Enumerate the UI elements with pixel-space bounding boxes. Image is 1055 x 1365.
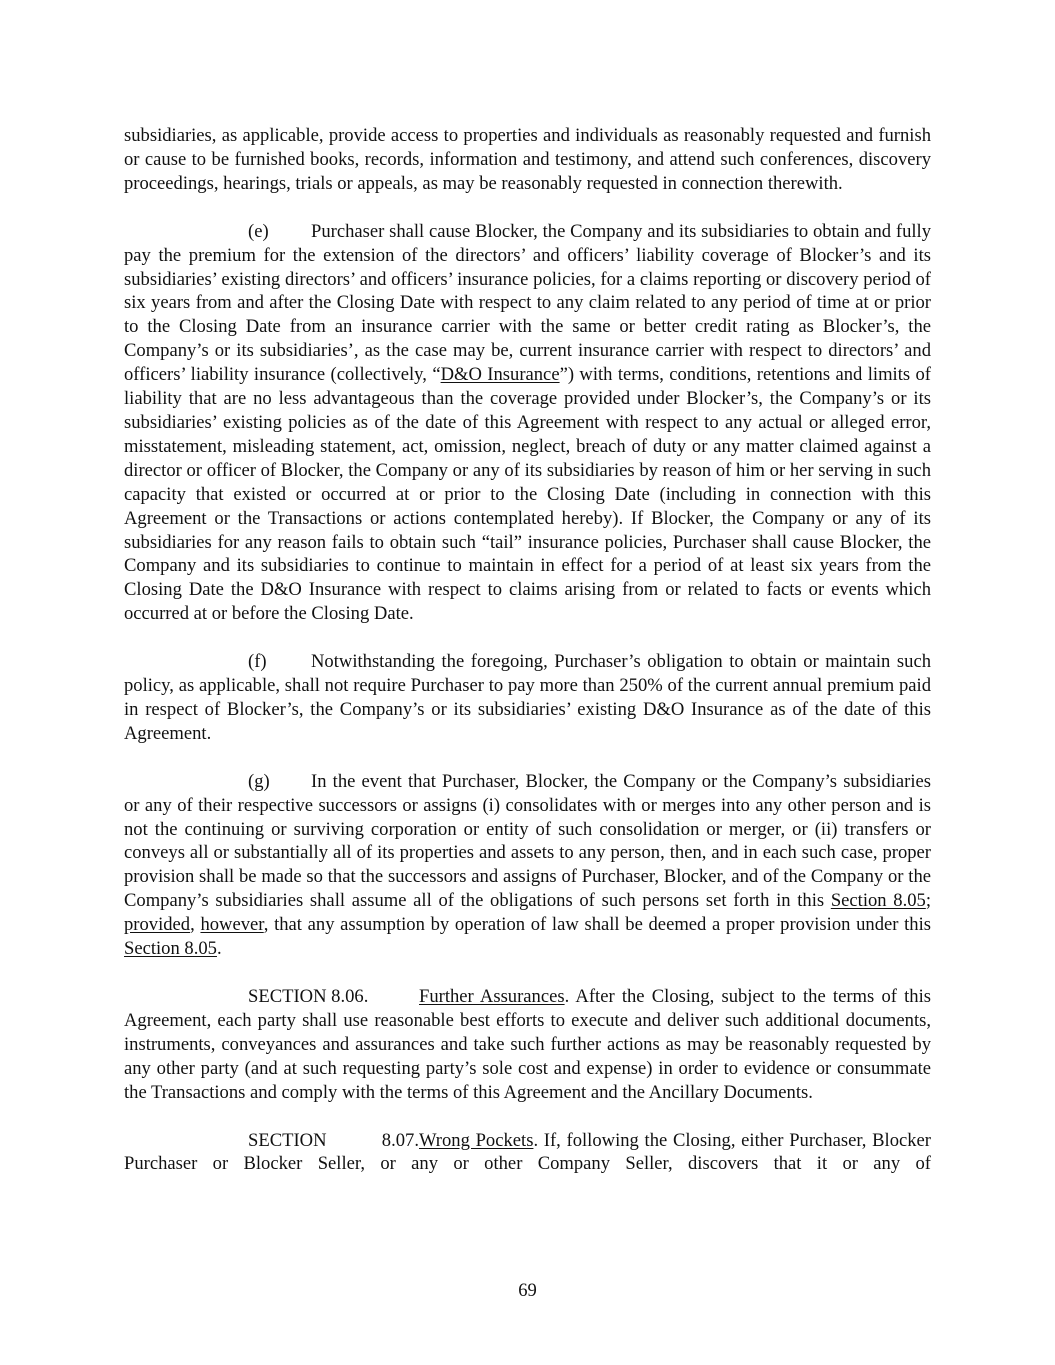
continuation-paragraph bbox=[124, 124, 931, 196]
clause-g bbox=[124, 770, 931, 961]
clause-e bbox=[124, 220, 931, 626]
section-reference: Section 8.05 bbox=[124, 938, 217, 960]
period: . bbox=[216, 938, 222, 960]
clause-e-label: (e) bbox=[248, 220, 269, 242]
section-8-06-text: . After the Closing, subject to the terms of this Agreement, each party shall use reasonable best efforts to execute and deliver such additional documents, instruments, conveyances and assurances and take such further actions as may be reasonably requested by any other party (and at such requesting party’s sole cost and expense) in order to evidence or consummate the Transactions and comply with the terms of this Agreement and the Ancillary Documents. bbox=[124, 986, 931, 1103]
continuation-text: subsidiaries, as applicable, provide access to properties and individuals as reasonably requested and furnish or cause to be furnished books, records, information and testimony, and attend such conferences, discovery proceedings, hearings, trials or appeals, as may be reasonably requested in connection therewith. bbox=[124, 125, 931, 194]
section-8-06 bbox=[124, 985, 931, 1105]
section-8-07-label: SECTION 8.07. bbox=[248, 1129, 419, 1151]
clause-g-text-2: , that any assumption by operation of law shall be deemed a proper provision under this bbox=[263, 914, 931, 936]
section-8-07 bbox=[124, 1129, 931, 1177]
however-term: however bbox=[200, 914, 264, 936]
page-number: 69 bbox=[518, 1280, 537, 1301]
clause-e-text-before: Purchaser shall cause Blocker, the Company and its subsidiaries to obtain and fully pay the premium for the extension of the directors’ and officers’ liability coverage of Blocker’s and its subsidiaries’ existing directors’ and officers’ insurance policies, for a claims reporting or discovery period of six years from and after the Closing Date with respect to any claim related to any period of time at or prior to the Closing Date from an insurance carrier with the same or better credit rating as Blocker’s, the Company’s or its subsidiaries’, as the case may be, current insurance carrier with respect to directors’ and officers’ liability insurance (collectively, “ bbox=[124, 220, 931, 386]
clause-g-text-1: In the event that Purchaser, Blocker, the Company or the Company’s subsidiaries or any of their respective successors or assigns (i) consolidates with or merges into any other person and is not the continuing or surviving corporation or entity of such consolidation or merger, or (ii) transfers or conveys all or substantially all of its properties and assets to any person, then, and in each such case, proper provision shall be made so that the successors and assigns of Purchaser, Blocker, and of the Company or the Company’s subsidiaries shall assume all of the obligations of such persons set forth in this bbox=[124, 770, 931, 912]
separator: ; bbox=[925, 890, 931, 912]
separator: , bbox=[190, 914, 201, 936]
defined-term-do-insurance: D&O Insurance bbox=[440, 364, 560, 386]
clause-g-label: (g) bbox=[248, 770, 270, 792]
document-page bbox=[124, 124, 931, 1200]
provided-term: provided bbox=[124, 914, 191, 936]
clause-e-text-after: ”) with terms, conditions, retentions and limits of liability that are no less advantageous than the coverage provided under Blocker’s, the Company’s or its subsidiaries’ existing policies as of the date of this Agreement with respect to any actual or alleged error, misstatement, misleading statement, act, omission, neglect, breach of duty or any matter claimed against a director or officer of Blocker, the Company or any of its subsidiaries by reason of him or her serving in such capacity that existed or occurred at or prior to the Closing Date (including in connection with this Agreement or the Transactions or actions contemplated hereby). If Blocker, the Company or any of its subsidiaries for any reason fails to obtain such “tail” insurance policies, Purchaser shall cause Blocker, the Company and its subsidiaries to continue to maintain in effect for a period of at least six years from the Closing Date the D&O Insurance with respect to claims arising from or related to facts or events which occurred at or before the Closing Date. bbox=[124, 364, 931, 625]
section-8-07-text: . If, following the Closing, either Purchaser, Blocker Purchaser or Blocker Seller, or any or other Company Seller, discovers that it or any of bbox=[124, 1129, 931, 1175]
clause-f-text: Notwithstanding the foregoing, Purchaser’s obligation to obtain or maintain such policy, as applicable, shall not require Purchaser to pay more than 250% of the current annual premium paid in respect of Blocker’s, the Company’s or its subsidiaries’ existing D&O Insurance as of the date of this Agreement. bbox=[124, 651, 931, 744]
clause-f bbox=[124, 650, 931, 746]
clause-f-label: (f) bbox=[248, 651, 267, 673]
section-8-07-title: Wrong Pockets bbox=[419, 1129, 534, 1151]
section-8-06-title: Further Assurances bbox=[419, 986, 565, 1007]
section-8-06-label: SECTION 8.06. bbox=[248, 986, 369, 1007]
section-reference: Section 8.05 bbox=[830, 890, 926, 912]
